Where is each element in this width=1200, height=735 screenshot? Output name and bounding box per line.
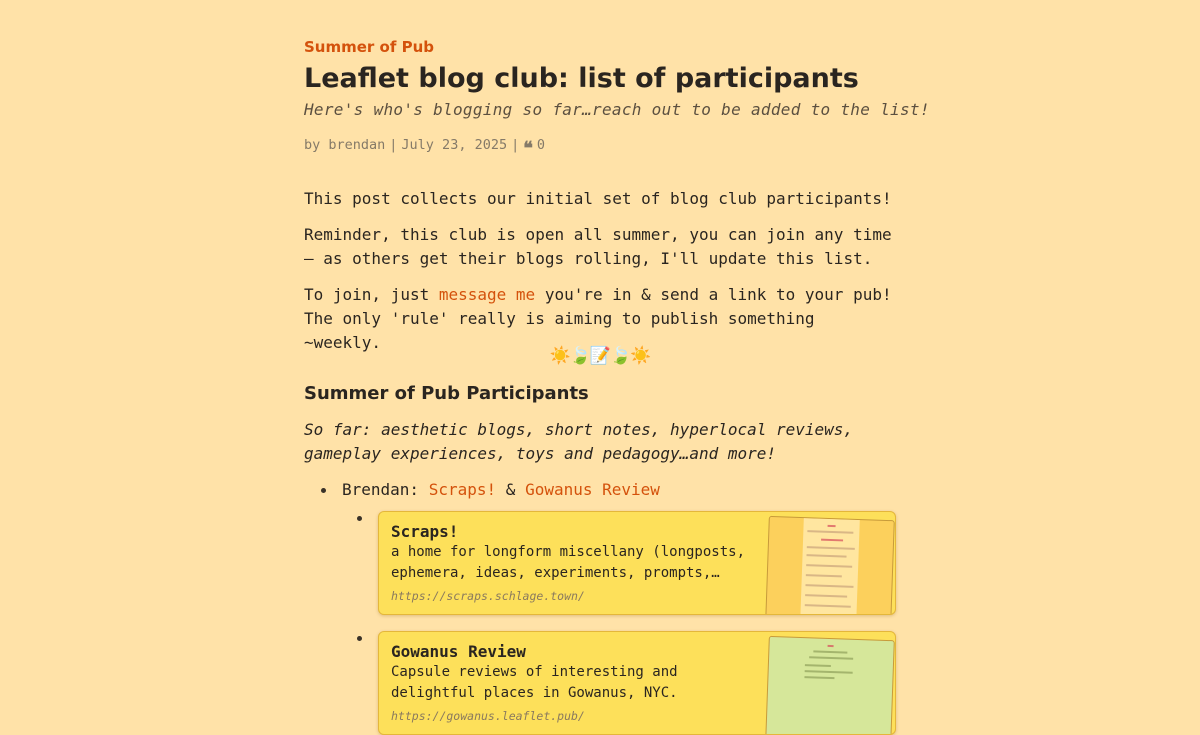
post-subtitle: Here's who's blogging so far…reach out to be added to the list! bbox=[304, 100, 930, 119]
byline-separator: | bbox=[511, 137, 520, 153]
participant-name: Brendan: bbox=[342, 480, 420, 499]
quotes-button[interactable] bbox=[523, 137, 546, 159]
list-bullet bbox=[357, 516, 362, 521]
body-paragraph-1: This post collects our initial set of blog club participants! bbox=[304, 189, 892, 208]
card-description: Capsule reviews of interesting and delightful places in Gowanus, NYC. bbox=[391, 664, 678, 701]
post-title: Leaflet blog club: list of participants bbox=[304, 63, 859, 94]
thumbnail-line bbox=[813, 650, 847, 653]
list-bullet bbox=[357, 636, 362, 641]
list-bullet bbox=[321, 488, 326, 493]
card-thumbnail bbox=[765, 516, 895, 615]
link-card-gowanus[interactable] bbox=[378, 631, 896, 735]
scraps-link[interactable]: Scraps! bbox=[428, 480, 497, 499]
card-title: Scraps! bbox=[391, 522, 459, 541]
card-description: a home for longform miscellany (longposts, ephemera, ideas, experiments, prompts,… bbox=[391, 544, 746, 581]
gowanus-review-link[interactable]: Gowanus Review bbox=[525, 480, 660, 499]
card-title: Gowanus Review bbox=[391, 642, 526, 661]
thumbnail-line bbox=[805, 670, 853, 674]
byline bbox=[304, 136, 546, 159]
para3-text-before: To join, just bbox=[304, 285, 439, 304]
thumbnail-line bbox=[804, 676, 834, 679]
byline-separator: | bbox=[389, 137, 398, 153]
quote-icon: ❝ bbox=[523, 138, 533, 159]
byline-author: by brendan bbox=[304, 137, 386, 153]
body-paragraph-2: Reminder, this club is open all summer, you can join any time — as others get their blogs rolling, I'll update this list. bbox=[304, 225, 892, 268]
ampersand: & bbox=[505, 480, 516, 499]
link-card-scraps[interactable] bbox=[378, 511, 896, 615]
quote-count: 0 bbox=[536, 137, 546, 153]
thumbnail-line bbox=[809, 656, 853, 660]
para3-text-after: you're in & send a link to your pub! The only 'rule' really is aiming to publish something ~weekly. bbox=[304, 285, 892, 352]
thumbnail-line bbox=[828, 525, 836, 527]
emoji-divider: ☀️🍃📝🍃☀️ bbox=[549, 346, 651, 366]
byline-date: July 23, 2025 bbox=[401, 137, 508, 153]
section-intro: So far: aesthetic blogs, short notes, hyperlocal reviews, gameplay experiences, toys and pedagogy…and more! bbox=[304, 420, 854, 463]
section-heading: Summer of Pub Participants bbox=[304, 383, 589, 404]
thumbnail-line bbox=[828, 645, 834, 647]
publication-name[interactable]: Summer of Pub bbox=[304, 38, 434, 56]
card-url: https://gowanus.leaflet.pub/ bbox=[391, 709, 585, 723]
participant-item bbox=[342, 478, 660, 502]
card-url: https://scraps.schlage.town/ bbox=[391, 589, 585, 603]
card-thumbnail bbox=[765, 636, 895, 735]
thumbnail-line bbox=[805, 664, 831, 667]
message-me-link[interactable]: message me bbox=[438, 285, 536, 304]
